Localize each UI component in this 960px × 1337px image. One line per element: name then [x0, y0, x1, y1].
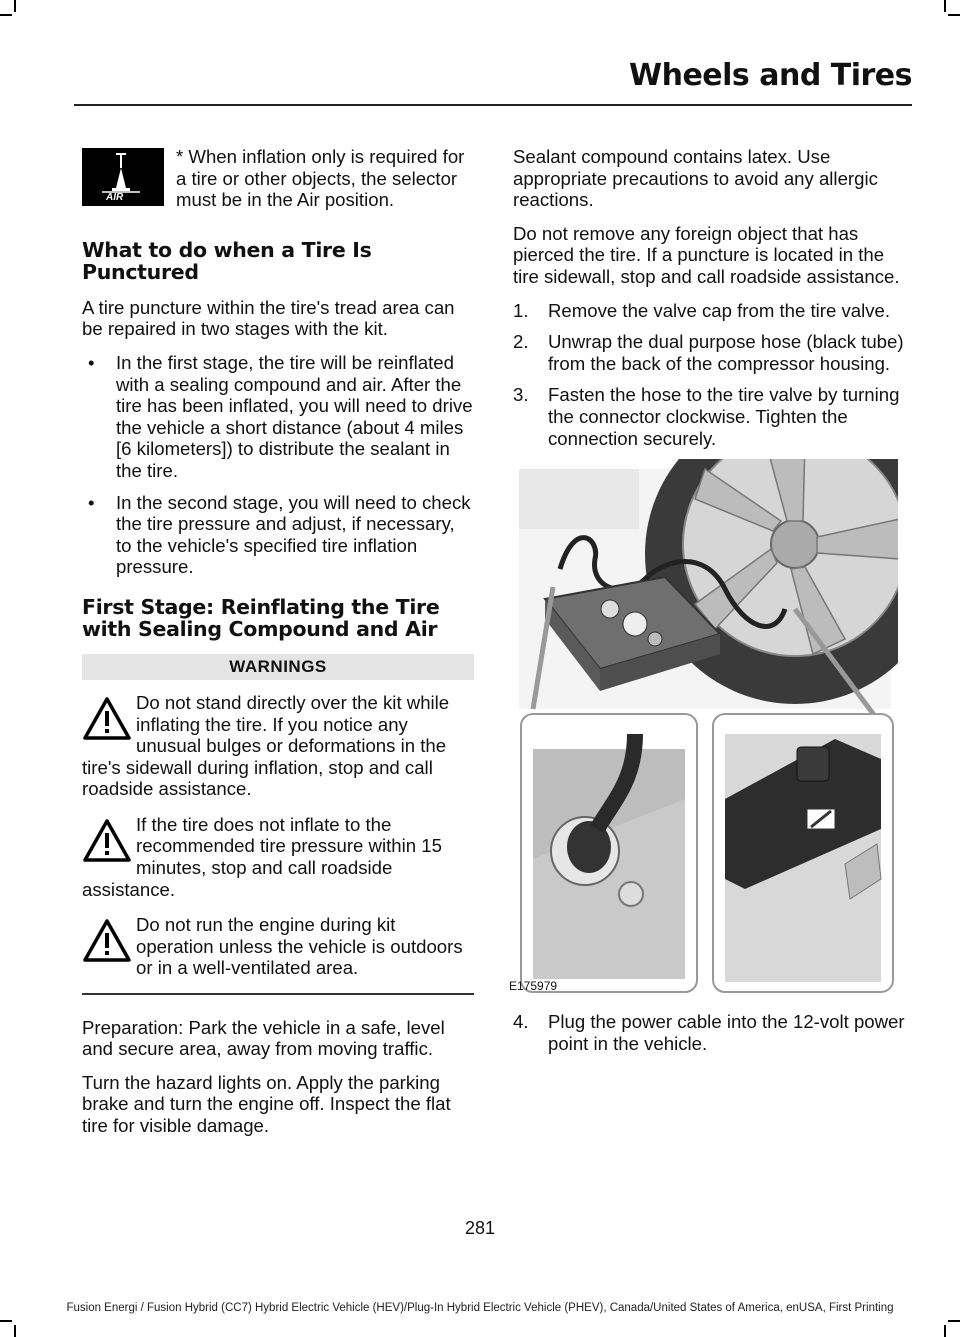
page-title: Wheels and Tires	[629, 58, 912, 93]
air-selector-icon	[82, 148, 164, 206]
warning-item	[82, 814, 474, 900]
left-column	[82, 146, 474, 1149]
crop-mark	[0, 14, 12, 16]
intro-text: * When inflation only is required for a tire or other objects, the selector must be in the Air position.	[176, 146, 465, 211]
crop-mark	[944, 1325, 946, 1337]
warning-item	[82, 692, 474, 800]
step-number: 2.	[513, 331, 529, 353]
list-item-text: In the second stage, you will need to check the tire pressure and adjust, if necessary, to the vehicle's specified tire inflation pressure.	[116, 491, 471, 578]
right-column	[509, 146, 906, 1064]
step-number: 3.	[513, 384, 529, 406]
warning-text: Do not run the engine during kit operation unless the vehicle is outdoors or in a well-ventilated area.	[136, 914, 463, 979]
bullet-list	[82, 352, 474, 578]
warnings-header: WARNINGS	[82, 654, 474, 680]
step-list	[513, 300, 906, 450]
warning-text: If the tire does not inflate to the recommended tire pressure within 15 minutes, stop and call roadside assistance.	[82, 813, 442, 900]
intro-block	[82, 146, 474, 223]
warning-item	[82, 914, 474, 979]
warning-triangle-icon	[82, 818, 132, 864]
section-heading: First Stage: Reinflating the Tire with Sealing Compound and Air	[82, 594, 440, 641]
step-number: 1.	[513, 299, 529, 321]
step-number: 4.	[513, 1011, 529, 1033]
page-number: 281	[464, 1218, 496, 1238]
paragraph: Turn the hazard lights on. Apply the parking brake and turn the engine off. Inspect the flat tire for visible damage.	[82, 1071, 451, 1136]
crop-mark	[944, 0, 946, 12]
paragraph: A tire puncture within the tire's tread area can be repaired in two stages with the kit.	[82, 296, 455, 340]
crop-mark	[948, 14, 960, 16]
section-heading: What to do when a Tire Is Punctured	[82, 237, 372, 284]
crop-mark	[948, 1320, 960, 1322]
list-item-text: In the first stage, the tire will be reinflated with a sealing compound and air. After the tire has been inflated, you will need to drive the vehicle a short distance (about 4 miles [6 kilometers]) to distribute the sealant in the tire.	[116, 351, 473, 481]
crop-mark	[14, 0, 16, 12]
paragraph: Preparation: Park the vehicle in a safe, level and secure area, away from moving traffic.	[82, 1016, 445, 1060]
crop-mark	[14, 1325, 16, 1337]
tire-inflation-figure	[505, 459, 898, 999]
step-text: Remove the valve cap from the tire valve.	[548, 299, 891, 321]
page-footer: Fusion Energi / Fusion Hybrid (CC7) Hybrid Electric Vehicle (HEV)/Plug-In Hybrid Electric Vehicle (PHEV), Canada/United States of America, enUSA, First Printing	[66, 1302, 894, 1314]
step-text: Plug the power cable into the 12-volt power point in the vehicle.	[548, 1011, 905, 1054]
list-item	[513, 331, 906, 374]
warning-triangle-icon	[82, 918, 132, 964]
header-rule	[74, 104, 912, 106]
paragraph: Sealant compound contains latex. Use appropriate precautions to avoid any allergic reactions.	[513, 146, 878, 211]
step-list	[513, 1011, 906, 1054]
bullet-char: •	[88, 351, 95, 373]
paragraph: Do not remove any foreign object that has pierced the tire. If a puncture is located in the tire sidewall, stop and call roadside assistance.	[513, 222, 900, 287]
warning-text: Do not stand directly over the kit while inflating the tire. If you notice any unusual bulges or deformations in the tire's sidewall during inflation, stop and call roadside assistance.	[82, 691, 450, 800]
list-item	[513, 384, 906, 449]
warnings-end-rule	[82, 993, 474, 995]
list-item	[513, 300, 906, 322]
list-item	[82, 492, 474, 578]
list-item	[82, 352, 474, 482]
compressor-illustration	[505, 459, 898, 999]
warning-triangle-icon	[82, 696, 132, 742]
list-item	[513, 1011, 906, 1054]
figure-code: E175979	[509, 979, 558, 994]
step-text: Unwrap the dual purpose hose (black tube) from the back of the compressor housing.	[548, 331, 904, 374]
air-icon-label: AIR	[106, 192, 124, 203]
step-text: Fasten the hose to the tire valve by turning the connector clockwise. Tighten the connection securely.	[548, 384, 900, 449]
bullet-char: •	[88, 491, 95, 513]
crop-mark	[0, 1320, 12, 1322]
